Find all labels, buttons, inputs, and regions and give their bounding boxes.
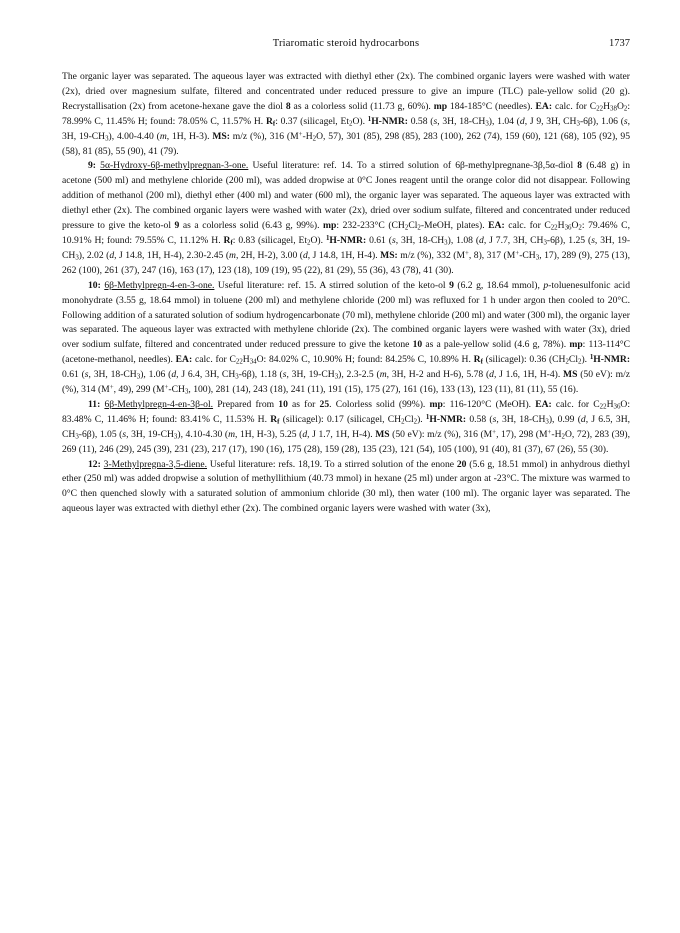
compound-12-number: 12: bbox=[88, 458, 101, 470]
compound-10-name: 6β-Methylpregn-4-en-3-one. bbox=[104, 279, 215, 291]
compound-10-number: 10: bbox=[88, 279, 101, 291]
running-title: Triaromatic steroid hydrocarbons bbox=[272, 38, 420, 49]
compound-11-name: 6β-Methylpregn-4-en-3β-ol. bbox=[104, 398, 214, 410]
paragraph-compound-11: 11: 6β-Methylpregn-4-en-3β-ol. Prepared from 10 as for 25. Colorless solid (99%). mp: 116-120°C (MeOH). EA: calc. for $C_{22}H_{36}O$: 83.48% C, 11.46% H; found: 83.41% C, 11.53% H. $R_f$ (silicagel): 0.17 (silicagel, $CH_2Cl_2$). $^1$H-NMR: 0.58 (s, 3H, $18-CH_3$), 0.99 (d, J 6.5, 3H, $CH_3-6\beta$), 1.05 (s, 3H, $19-CH_3$), 4.10-4.30 (m, 1H, H-3), 5.25 (d, J 1.7, 1H, H-4). MS (50 eV): m/z (%), 316 (M+, 17), 298 ($M^+-H_2O$, 72), 283 (39), 269 (11), 246 (29), 245 (39), 231 (23), 217 (17), 190 (16), 175 (28), 159 (28), 135 (23), 121 (54), 105 (100), 91 (40), 81 (37), 67 (26), 55 (30). bbox=[62, 398, 631, 455]
compound-9-number: 9: bbox=[88, 160, 96, 172]
page-number: 1737 bbox=[609, 38, 630, 49]
paragraph-compound-9: 9: 5α-Hydroxy-6β-methylpregnan-3-one. Useful literature: ref. 14. To a stirred solution of 6β-methylpregnane-3β,5α-diol 8 (6.48 g) in acetone (500 ml) and methylene chloride (200 ml), was added dropwise at 0°C Jones reagent until the orange color did not disappear. Following addition of methanol (200 ml), diethyl ether (400 ml) and water (600 ml), the organic layer was separated. The aqueous layer was extracted with diethyl ether (2x). The combined organic layers were washed with water (2x), dried over sodium sulfate, filtered and concentrated under reduced pressure to give the keto-ol 9 as a colorless solid (6.43 g, 99%). mp: 232-233°C ($CH_2Cl_2$-MeOH, plates). EA: calc. for $C_{22}H_{36}O_2$: 79.46% C, 10.91% H; found: 79.55% C, 11.12% H. $R_f$: 0.83 (silicagel, $Et_2O$). $^1$H-NMR: 0.61 (s, 3H, $18-CH_3$), 1.08 (d, J 7.7, 3H, $CH_3-6\beta$), 1.25 (s, 3H, $19-CH_3$), 2.02 (d, J 14.8, 1H, H-4), 2.30-2.45 (m, 2H, H-2), 3.00 (d, J 14.8, 1H, H-4). MS: m/z (%), 332 (M+, 8), 317 ($M^+-CH_3$, 17), 289 (9), 275 (13), 262 (100), 261 (37), 247 (16), 163 (17), 123 (18), 109 (19), 95 (22), 81 (29), 55 (36), 43 (78), 41 (30). bbox=[62, 160, 631, 276]
paragraph-compound-10: 10: 6β-Methylpregn-4-en-3-one. Useful literature: ref. 15. A stirred solution of the keto-ol 9 (6.2 g, 18.64 mmol), p-toluenesulfonic acid monohydrate (3.55 g, 18.64 mmol) in toluene (200 ml) and methylene chloride (200 ml) was refluxed for 1 h under argon then cooled to 20°C. Following addition of a saturated solution of sodium hydrogencarbonate (70 ml), methylene chloride (200 ml) and water (300 ml), the organic layer was separated. The aqueous layer was extracted with methylene chloride (2x). The combined organic layers were washed with water (3x), dried over sodium sulfate, filtered and concentrated under reduced pressure to give the ketone 10 as a pale-yellow solid (4.6 g, 78%). mp: 113-114°C (acetone-methanol, needles). EA: calc. for $C_{22}H_{34}O$: 84.02% C, 10.90% H; found: 84.25% C, 10.89% H. $R_f$ (silicagel): 0.36 $(CH_2Cl_2)$. $^1$H-NMR: 0.61 (s, 3H, $18-CH_3$), 1.06 (d, J 6.4, 3H, $CH_3-6\beta$), 1.18 (s, 3H, $19-CH_3$), 2.3-2.5 (m, 3H, H-2 and H-6), 5.78 (d, J 1.6, 1H, H-4). MS (50 eV): m/z (%), 314 (M+, 49), 299 ($M^+-CH_3$, 100), 281 (14), 243 (18), 241 (11), 191 (15), 175 (27), 161 (16), 133 (13), 123 (11), 81 (11), 55 (16). bbox=[62, 279, 631, 396]
article-body bbox=[62, 70, 630, 517]
paragraph-compound-12: 12: 3-Methylpregna-3,5-diene. Useful literature: refs. 18,19. To a stirred solution of the enone 20 (5.6 g, 18.51 mmol) in anhydrous diethyl ether (250 ml) was added dropwise a solution of methyllithium (40.73 mmol) in hexane (25 ml) under argon at -23°C. The mixture was warmed to 0°C then quenched slowly with a saturated solution of ammonium chloride (30 ml), then water (100 ml). The organic layer was separated. The aqueous layer was extracted with diethyl ether (2x). The combined organic layers were washed with water (3x), bbox=[62, 458, 630, 515]
paragraph-diol-8: The organic layer was separated. The aqueous layer was extracted with diethyl ether (2x). The combined organic layers were washed with water (2x), dried over magnesium sulfate, filtered and concentrated under reduced pressure to give an impure (TLC) pale-yellow solid (20 g). Recrystallisation (2x) from acetone-hexane gave the diol 8 as a colorless solid (11.73 g, 60%). mp 184-185°C (needles). EA: calc. for $C_{22}H_{38}O_2$: 78.99% C, 11.45% H; found: 78.05% C, 11.57% H. $R_f$: 0.37 (silicagel, $Et_2O$). $^1$H-NMR: 0.58 (s, 3H, $18-CH_3$), 1.04 (d, J 9, 3H, $CH_3-6\beta$), 1.06 (s, 3H, $19-CH_3$), 4.00-4.40 (m, 1H, H-3). MS: m/z (%), 316 ($M^+-H_2O$, 57), 301 (85), 298 (85), 283 (100), 262 (74), 159 (60), 121 (68), 105 (92), 95 (58), 81 (85), 55 (90), 41 (79). bbox=[62, 71, 631, 157]
compound-11-number: 11: bbox=[88, 398, 101, 410]
page-header bbox=[62, 38, 630, 52]
compound-9-name: 5α-Hydroxy-6β-methylpregnan-3-one. bbox=[100, 160, 249, 172]
compound-12-name: 3-Methylpregna-3,5-diene. bbox=[103, 458, 208, 470]
